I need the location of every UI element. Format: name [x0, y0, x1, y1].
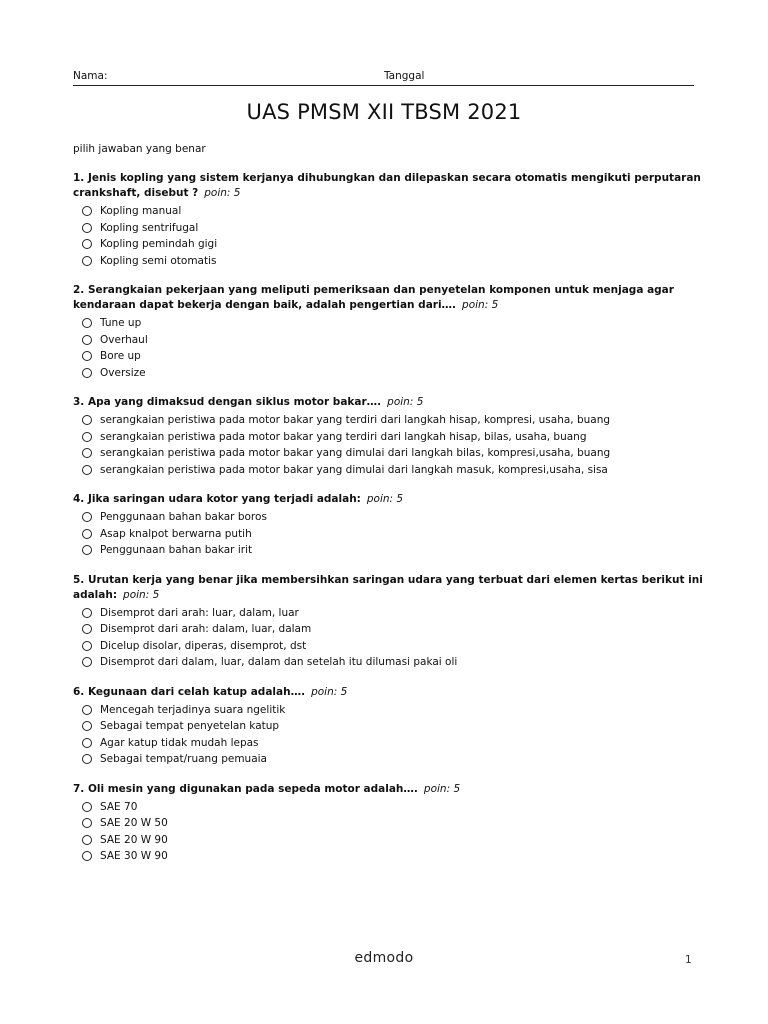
option-label: Sebagai tempat/ruang pemuaia: [100, 753, 267, 766]
option-label: serangkaian peristiwa pada motor bakar yang dimulai dari langkah masuk, kompresi,usaha, sisa: [100, 463, 608, 476]
question-points: poin: 5: [423, 782, 461, 795]
option-label: serangkaian peristiwa pada motor bakar yang terdiri dari langkah hisap, kompresi, usaha, buang: [100, 414, 611, 427]
question-stem: 1. Jenis kopling yang sistem kerjanya dihubungkan dan dilepaskan secara otomatis mengikuti perputaran crankshaft, disebut ?: [73, 172, 701, 199]
option-label: Kopling manual: [100, 205, 182, 218]
question-points: poin: 5: [123, 588, 160, 601]
answer-option[interactable]: [73, 315, 703, 332]
document-title: UAS PMSM XII TBSM 2021: [246, 100, 522, 124]
question-points: poin: 5: [311, 685, 348, 698]
option-label: Sebagai tempat penyetelan katup: [100, 720, 280, 733]
radio-button-icon[interactable]: [82, 432, 92, 442]
answer-option[interactable]: [73, 429, 703, 446]
radio-button-icon[interactable]: [82, 641, 92, 651]
radio-button-icon[interactable]: [82, 256, 92, 266]
radio-button-icon[interactable]: [82, 465, 92, 475]
question-7: [73, 782, 703, 865]
radio-button-icon[interactable]: [82, 223, 92, 233]
radio-button-icon[interactable]: [82, 818, 92, 828]
option-label: SAE 20 W 90: [100, 833, 168, 846]
page-number: 1: [685, 954, 692, 966]
question-stem: 7. Oli mesin yang digunakan pada sepeda motor adalah….: [73, 782, 418, 795]
question-6: [73, 685, 703, 768]
option-label: Mencegah terjadinya suara ngelitik: [100, 703, 286, 716]
answer-option[interactable]: [73, 253, 703, 270]
question-3: [73, 395, 703, 478]
option-label: Bore up: [100, 350, 141, 363]
answer-option[interactable]: [73, 751, 703, 768]
answer-option[interactable]: [73, 462, 703, 479]
question-4: [73, 492, 703, 559]
question-text: [73, 171, 703, 201]
answer-option[interactable]: [73, 848, 703, 865]
answer-option[interactable]: [73, 654, 703, 671]
radio-button-icon[interactable]: [82, 239, 92, 249]
question-stem: 3. Apa yang dimaksud dengan siklus motor bakar….: [73, 396, 382, 408]
radio-button-icon[interactable]: [82, 835, 92, 845]
option-label: SAE 30 W 90: [100, 850, 168, 863]
radio-button-icon[interactable]: [82, 802, 92, 812]
question-text: [73, 283, 703, 313]
question-text: [73, 782, 703, 797]
option-label: Penggunaan bahan bakar irit: [100, 544, 253, 557]
name-label: Nama:: [73, 70, 108, 82]
radio-button-icon[interactable]: [82, 754, 92, 764]
option-label: SAE 70: [100, 800, 138, 813]
option-list: [73, 315, 703, 381]
question-list: [73, 171, 703, 879]
answer-option[interactable]: [73, 509, 703, 526]
radio-button-icon[interactable]: [82, 851, 92, 861]
question-points: poin: 5: [204, 187, 241, 199]
radio-button-icon[interactable]: [82, 415, 92, 425]
question-stem: 2. Serangkaian pekerjaan yang meliputi pemeriksaan dan penyetelan komponen untuk menjaga agar kendaraan dapat bekerja dengan baik, adalah pengertian dari….: [73, 284, 674, 311]
question-1: [73, 171, 703, 269]
radio-button-icon[interactable]: [82, 705, 92, 715]
radio-button-icon[interactable]: [82, 721, 92, 731]
question-2: [73, 283, 703, 381]
option-label: Kopling sentrifugal: [100, 221, 199, 234]
radio-button-icon[interactable]: [82, 529, 92, 539]
question-points: poin: 5: [366, 493, 404, 505]
option-label: Tune up: [100, 317, 142, 330]
option-label: serangkaian peristiwa pada motor bakar yang dimulai dari langkah bilas, kompresi,usaha, buang: [100, 447, 611, 460]
option-label: Agar katup tidak mudah lepas: [100, 736, 259, 749]
answer-option[interactable]: [73, 412, 703, 429]
option-list: [73, 412, 703, 478]
option-label: Kopling semi otomatis: [100, 254, 217, 267]
question-stem: 5. Urutan kerja yang benar jika membersihkan saringan udara yang terbuat dari elemen kertas berikut ini adalah:: [73, 573, 703, 601]
option-label: Kopling pemindah gigi: [100, 238, 218, 251]
answer-option[interactable]: [73, 348, 703, 365]
radio-button-icon[interactable]: [82, 738, 92, 748]
radio-button-icon[interactable]: [82, 448, 92, 458]
option-label: Disemprot dari dalam, luar, dalam dan setelah itu dilumasi pakai oli: [100, 656, 458, 669]
radio-button-icon[interactable]: [82, 318, 92, 328]
option-label: serangkaian peristiwa pada motor bakar yang terdiri dari langkah hisap, bilas, usaha, buang: [100, 430, 587, 443]
question-text: [73, 492, 703, 507]
option-label: Disemprot dari arah: dalam, luar, dalam: [100, 623, 312, 636]
option-list: [73, 702, 703, 768]
option-label: Asap knalpot berwarna putih: [100, 527, 252, 540]
option-label: SAE 20 W 50: [100, 817, 168, 830]
answer-option[interactable]: [73, 220, 703, 237]
radio-button-icon[interactable]: [82, 368, 92, 378]
option-list: [73, 203, 703, 269]
answer-option[interactable]: [73, 702, 703, 719]
question-points: poin: 5: [387, 396, 424, 408]
answer-option[interactable]: [73, 621, 703, 638]
option-label: Oversize: [100, 366, 146, 379]
answer-option[interactable]: [73, 236, 703, 253]
option-label: Overhaul: [100, 333, 148, 346]
option-list: [73, 605, 703, 671]
question-points: poin: 5: [462, 299, 499, 311]
option-label: Penggunaan bahan bakar boros: [100, 511, 267, 524]
answer-option[interactable]: [73, 203, 703, 220]
answer-option[interactable]: [73, 799, 703, 816]
question-stem: 6. Kegunaan dari celah katup adalah….: [73, 685, 306, 698]
answer-option[interactable]: [73, 542, 703, 559]
radio-button-icon[interactable]: [82, 206, 92, 216]
instruction-text: pilih jawaban yang benar: [73, 143, 206, 155]
date-label: Tanggal: [384, 70, 425, 82]
radio-button-icon[interactable]: [82, 351, 92, 361]
question-text: [73, 573, 703, 603]
option-list: [73, 799, 703, 865]
question-5: [73, 573, 703, 671]
question-text: [73, 395, 703, 410]
answer-option[interactable]: [73, 832, 703, 849]
answer-option[interactable]: [73, 332, 703, 349]
radio-button-icon[interactable]: [82, 545, 92, 555]
option-label: Dicelup disolar, diperas, disemprot, dst: [100, 639, 307, 652]
answer-option[interactable]: [73, 445, 703, 462]
radio-button-icon[interactable]: [82, 657, 92, 667]
question-text: [73, 685, 703, 700]
document-header: [73, 70, 694, 86]
radio-button-icon[interactable]: [82, 512, 92, 522]
radio-button-icon[interactable]: [82, 624, 92, 634]
answer-option[interactable]: [73, 526, 703, 543]
option-list: [73, 509, 703, 559]
option-label: Disemprot dari arah: luar, dalam, luar: [100, 606, 299, 619]
answer-option[interactable]: [73, 605, 703, 622]
radio-button-icon[interactable]: [82, 335, 92, 345]
edmodo-logo: edmodo: [354, 950, 414, 966]
answer-option[interactable]: [73, 365, 703, 382]
radio-button-icon[interactable]: [82, 608, 92, 618]
question-stem: 4. Jika saringan udara kotor yang terjadi adalah:: [73, 493, 361, 505]
answer-option[interactable]: [73, 815, 703, 832]
answer-option[interactable]: [73, 735, 703, 752]
answer-option[interactable]: [73, 718, 703, 735]
answer-option[interactable]: [73, 638, 703, 655]
